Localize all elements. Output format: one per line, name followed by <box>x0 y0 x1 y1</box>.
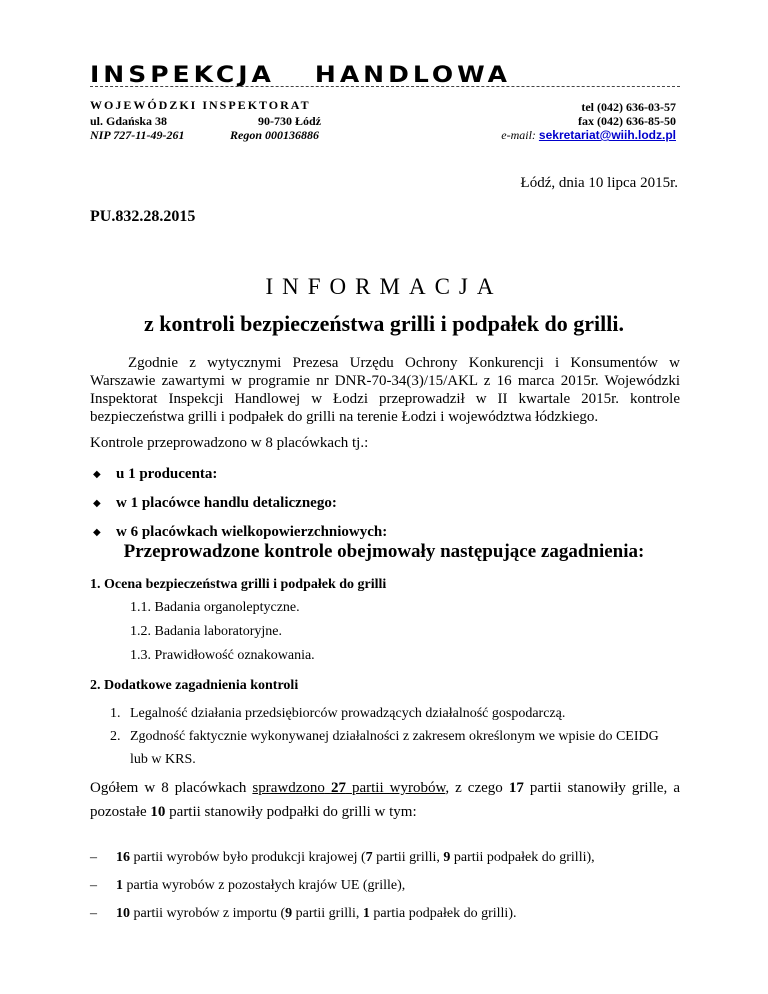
street-address: ul. Gdańska 38 <box>90 114 168 128</box>
org-name: WOJEWÓDZKI INSPEKTORAT <box>90 98 311 112</box>
list-item <box>90 495 387 524</box>
summary-text: partii stanowiły grille, a pozostałe <box>90 780 680 820</box>
count: 7 <box>365 850 373 865</box>
intro-text: Zgodnie z wytycznymi Prezesa Urzędu Ochrony Konkurencji i Konsumentów w Warszawie zawartymi w programie nr DNR-70-34(3)/15/AKL z 16 marca 2015r. Wojewódzki Inspektorat Inspekcji Handlowej w Łodzi przeprowadził w II kwartale 2015r. kontrole bezpieczeństwa grilli i podpałek do grilli na terenie Łodzi i województwa łódzkiego. <box>90 355 680 425</box>
postal-city: 90-730 Łódź <box>258 114 321 128</box>
item-number: 2. <box>110 729 121 744</box>
text: partii grilli, <box>292 906 363 921</box>
grill-count: 17 <box>508 780 524 796</box>
list-item-text: w 1 placówce handlu detalicznego: <box>116 495 337 511</box>
list-item <box>110 725 680 771</box>
count: 10 <box>116 906 130 921</box>
text: partii grilli, <box>372 850 444 865</box>
list-item: 1.3. Prawidłowość oznakowania. <box>130 648 315 663</box>
phone-number: tel (042) 636-03-57 <box>581 100 676 114</box>
section1-heading: 1. Ocena bezpieczeństwa grilli i podpałek do grilli <box>90 577 387 592</box>
summary-underlined: sprawdzono <box>252 780 325 796</box>
section2-heading: 2. Dodatkowe zagadnienia kontroli <box>90 678 299 693</box>
text: partii podpałek do grilli), <box>450 850 595 865</box>
email-line <box>501 128 676 143</box>
date-line: Łódź, dnia 10 lipca 2015r. <box>520 175 678 191</box>
reference-number: PU.832.28.2015 <box>90 208 196 225</box>
locations-list <box>90 466 387 553</box>
dash-bullet: – <box>90 850 97 865</box>
summary-text: partii stanowiły podpałki do grilli w tym: <box>165 804 417 820</box>
summary-paragraph <box>90 776 680 824</box>
item-text: Legalność działania przedsiębiorców prowadzących działalność gospodarczą. <box>130 706 566 721</box>
count: 9 <box>285 906 293 921</box>
count: 1 <box>116 878 123 893</box>
email-link[interactable]: sekretariat@wiih.lodz.pl <box>538 128 676 142</box>
text: partii wyrobów było produkcji krajowej ( <box>130 850 366 865</box>
controls-intro: Kontrole przeprowadzono w 8 placówkach tj.: <box>90 435 369 451</box>
text: partia podpałek do grilli). <box>369 906 517 921</box>
header-divider <box>90 86 680 87</box>
list-item-text: w 6 placówkach wielkopowierzchniowych: <box>116 524 388 540</box>
summary-underlined-count <box>331 780 346 796</box>
list-item <box>90 906 595 934</box>
summary-text: , z czego <box>445 780 509 796</box>
summary-underlined-2: partii wyrobów <box>351 780 446 796</box>
count: 9 <box>443 850 451 865</box>
list-item-text: u 1 producenta: <box>116 466 218 482</box>
document-title: INFORMACJA <box>265 274 503 299</box>
count: 1 <box>362 906 370 921</box>
fax-number: fax (042) 636-85-50 <box>578 114 676 128</box>
logo <box>90 61 680 87</box>
item-text: Zgodność faktycznie wykonywanej działalności z zakresem określonym we wpisie do CEIDG lub w KRS. <box>130 729 659 767</box>
list-item: 1.1. Badania organoleptyczne. <box>130 600 300 615</box>
logo-word-inspekcja: INSPEKCJA <box>90 61 275 88</box>
issues-heading: Przeprowadzone kontrole obejmowały następujące zagadnienia: <box>123 541 645 562</box>
intro-paragraph <box>90 354 680 426</box>
nip-number: NIP 727-11-49-261 <box>90 128 185 142</box>
list-item <box>90 878 595 906</box>
list-item <box>90 850 595 878</box>
section1-items <box>130 600 315 672</box>
text: partia wyrobów z pozostałych krajów UE (grille), <box>123 878 406 893</box>
list-item: 1.2. Badania laboratoryjne. <box>130 624 283 639</box>
dash-bullet: – <box>90 878 97 893</box>
count: 16 <box>116 850 130 865</box>
diamond-bullet-icon: ◆ <box>93 527 101 538</box>
section2-items <box>110 702 680 771</box>
list-item <box>90 466 387 495</box>
logo-word-handlowa: HANDLOWA <box>314 61 511 88</box>
firelighter-count: 10 <box>150 804 166 820</box>
text: partii wyrobów z importu ( <box>130 906 286 921</box>
summary-text: Ogółem w 8 placówkach <box>90 780 253 796</box>
dash-bullet: – <box>90 906 97 921</box>
diamond-bullet-icon: ◆ <box>93 469 101 480</box>
list-item <box>110 702 680 725</box>
total-count: 27 <box>330 780 346 796</box>
item-number: 1. <box>110 706 121 721</box>
regon-number: Regon 000136886 <box>230 128 320 142</box>
diamond-bullet-icon: ◆ <box>93 498 101 509</box>
document-subtitle: z kontroli bezpieczeństwa grilli i podpałek do grilli. <box>144 311 624 336</box>
details-list <box>90 850 595 934</box>
email-label: e-mail: <box>501 128 536 142</box>
